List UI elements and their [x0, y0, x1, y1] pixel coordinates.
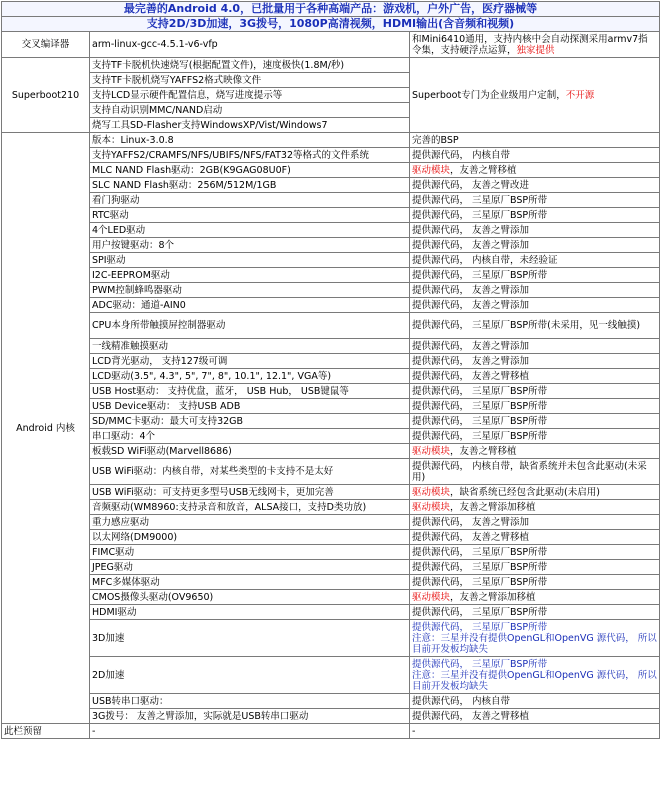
- driver-feature: 用户按键驱动：8个: [90, 238, 410, 253]
- driver-support: [410, 657, 660, 694]
- driver-feature: CMOS摄像头驱动(OV9650): [90, 590, 410, 605]
- superboot-item: 支持TF卡脱机烧写YAFFS2格式映像文件: [90, 73, 410, 88]
- android-kernel-label: Android 内核: [2, 133, 90, 724]
- cross-compiler-label: 交叉编译器: [2, 32, 90, 58]
- driver-feature: 支持YAFFS2/CRAMFS/NFS/UBIFS/NFS/FAT32等格式的文件系统: [90, 148, 410, 163]
- driver-feature: USB WiFi驱动：内核自带，对某些类型的卡支持不是太好: [90, 459, 410, 485]
- support-red: 驱动模块: [412, 445, 451, 457]
- table-subtitle: 支持2D/3D加速，3G拨号，1080P高清视频，HDMI输出(含音频和视频): [2, 17, 660, 32]
- support-note: 注意：三星并没有提供OpenGL和OpenVG 源代码， 所以目前开发板均缺失: [412, 669, 657, 692]
- android-row: [2, 560, 660, 575]
- driver-support: [410, 620, 660, 657]
- driver-support: [410, 399, 660, 414]
- driver-support: [410, 253, 660, 268]
- support-text: 提供源代码， 友善之臂移植: [412, 370, 530, 382]
- superboot-item: 支持LCD显示硬件配置信息，烧写进度提示等: [90, 88, 410, 103]
- driver-support: [410, 178, 660, 193]
- driver-support: [410, 459, 660, 485]
- driver-feature: 板载SD WiFi驱动(Marvell8686): [90, 444, 410, 459]
- support-text: 提供源代码， 友善之臂添加: [412, 355, 530, 367]
- title-row-1: [2, 2, 660, 17]
- driver-feature: ADC驱动：通道-AIN0: [90, 298, 410, 313]
- reserved-label: 此栏预留: [2, 724, 90, 739]
- android-row: [2, 283, 660, 298]
- support-text: 提供源代码， 友善之臂添加: [412, 299, 530, 311]
- android-row: [2, 193, 660, 208]
- support-text: 提供源代码， 友善之臂添加: [412, 224, 530, 236]
- driver-support: [410, 133, 660, 148]
- android-row: [2, 369, 660, 384]
- android-row: [2, 208, 660, 223]
- driver-feature: RTC驱动: [90, 208, 410, 223]
- android-row: [2, 238, 660, 253]
- driver-feature: USB转串口驱动：: [90, 694, 410, 709]
- support-text: ，友善之臂添加移植: [450, 591, 536, 603]
- support-red: 驱动模块: [412, 501, 451, 513]
- driver-feature: PWM控制蜂鸣器驱动: [90, 283, 410, 298]
- android-row: [2, 223, 660, 238]
- support-text: 提供源代码， 三星原厂BSP所带: [412, 576, 548, 588]
- support-line: 提供源代码， 三星原厂BSP所带: [412, 658, 548, 670]
- support-text: ，友善之臂添加移植: [450, 501, 536, 513]
- support-red: 驱动模块: [412, 591, 451, 603]
- support-text: 提供源代码， 三星原厂BSP所带: [412, 385, 548, 397]
- driver-support: [410, 500, 660, 515]
- driver-feature: 音频驱动(WM8960:支持录音和放音，ALSA接口，支持D类功放): [90, 500, 410, 515]
- driver-support: [410, 515, 660, 530]
- cross-compiler-row: [2, 32, 660, 58]
- android-row-accel-2d: [2, 657, 660, 694]
- support-text: 提供源代码， 友善之臂移植: [412, 531, 530, 543]
- android-row: [2, 575, 660, 590]
- support-text: ，缺省系统已经包含此驱动(未启用): [450, 486, 600, 498]
- cross-compiler-note-red: 独家提供: [516, 44, 555, 56]
- cross-compiler-note: [410, 32, 660, 58]
- driver-support: [410, 485, 660, 500]
- android-row: [2, 444, 660, 459]
- support-red: 驱动模块: [412, 486, 451, 498]
- driver-support: [410, 575, 660, 590]
- android-row: [2, 163, 660, 178]
- android-row: [2, 133, 660, 148]
- driver-support: [410, 560, 660, 575]
- support-red: 驱动模块: [412, 164, 451, 176]
- android-row: [2, 500, 660, 515]
- driver-feature: MFC多媒体驱动: [90, 575, 410, 590]
- support-text: 提供源代码， 内核自带，未经验证: [412, 254, 558, 266]
- superboot-item: 支持TF卡脱机快速烧写(根据配置文件)，速度极快(1.8M/秒): [90, 58, 410, 73]
- driver-support: [410, 283, 660, 298]
- android-row: [2, 253, 660, 268]
- driver-support: 提供源代码， 内核自带: [410, 694, 660, 709]
- driver-feature: LCD背光驱动， 支持127级可调: [90, 354, 410, 369]
- driver-support: [410, 238, 660, 253]
- driver-feature: 4个LED驱动: [90, 223, 410, 238]
- support-text: 提供源代码， 友善之臂添加: [412, 340, 530, 352]
- android-row: [2, 298, 660, 313]
- driver-feature: 3G拨号： 友善之臂添加，实际就是USB转串口驱动: [90, 709, 410, 724]
- driver-support: [410, 545, 660, 560]
- android-row: [2, 354, 660, 369]
- driver-feature: 看门狗驱动: [90, 193, 410, 208]
- title-row-2: [2, 17, 660, 32]
- android-row: [2, 313, 660, 339]
- driver-feature: 2D加速: [90, 657, 410, 694]
- driver-feature: I2C-EEPROM驱动: [90, 268, 410, 283]
- driver-support: [410, 429, 660, 444]
- driver-support: [410, 530, 660, 545]
- cross-compiler-value: arm-linux-gcc-4.5.1-v6-vfp: [90, 32, 410, 58]
- driver-feature: USB Device驱动： 支持USB ADB: [90, 399, 410, 414]
- driver-feature: JPEG驱动: [90, 560, 410, 575]
- android-row: [2, 399, 660, 414]
- support-text: 提供源代码， 三星原厂BSP所带: [412, 561, 548, 573]
- reserved-row: [2, 724, 660, 739]
- driver-support: [410, 223, 660, 238]
- driver-support: [410, 298, 660, 313]
- driver-support: [410, 268, 660, 283]
- reserved-col3: -: [410, 724, 660, 739]
- superboot-row: [2, 58, 660, 73]
- android-row: [2, 429, 660, 444]
- driver-support: [410, 313, 660, 339]
- support-text: 提供源代码， 友善之臂添加: [412, 239, 530, 251]
- support-text: 提供源代码， 三星原厂BSP所带: [412, 194, 548, 206]
- driver-support: [410, 369, 660, 384]
- support-text: 提供源代码， 内核自带，缺省系统并未包含此驱动(未采用): [412, 460, 647, 483]
- support-text: 提供源代码， 三星原厂BSP所带: [412, 209, 548, 221]
- android-row: [2, 384, 660, 399]
- table-title: 最完善的Android 4.0，已批量用于各种高端产品：游戏机，户外广告，医疗器械等: [2, 2, 660, 17]
- driver-support: [410, 148, 660, 163]
- driver-feature: USB Host驱动： 支持优盘，蓝牙， USB Hub， USB键鼠等: [90, 384, 410, 399]
- support-text: 提供源代码， 三星原厂BSP所带: [412, 400, 548, 412]
- support-text: 完善的BSP: [412, 134, 459, 146]
- driver-feature: HDMI驱动: [90, 605, 410, 620]
- support-text: 提供源代码， 友善之臂改进: [412, 179, 530, 191]
- support-text: 提供源代码， 三星原厂BSP所带: [412, 430, 548, 442]
- support-note: 注意：三星并没有提供OpenGL和OpenVG 源代码， 所以目前开发板均缺失: [412, 632, 657, 655]
- superboot-item: 烧写工具SD-Flasher支持WindowsXP/Vist/Windows7: [90, 118, 410, 133]
- android-row: [2, 590, 660, 605]
- driver-support: [410, 193, 660, 208]
- driver-feature: 3D加速: [90, 620, 410, 657]
- support-text: 提供源代码， 三星原厂BSP所带: [412, 546, 548, 558]
- driver-support: 提供源代码， 友善之臂移植: [410, 709, 660, 724]
- driver-feature: 串口驱动：4个: [90, 429, 410, 444]
- spec-table: [1, 1, 660, 739]
- superboot-note-text: Superboot专门为企业级用户定制，: [412, 89, 566, 101]
- support-text: 提供源代码， 三星原厂BSP所带: [412, 269, 548, 281]
- driver-support: [410, 384, 660, 399]
- support-text: 提供源代码， 内核自带: [412, 149, 511, 161]
- driver-support: [410, 339, 660, 354]
- driver-support: [410, 163, 660, 178]
- driver-feature: SPI驱动: [90, 253, 410, 268]
- android-row: [2, 268, 660, 283]
- support-text: ，友善之臂移植: [450, 445, 517, 457]
- driver-feature: 重力感应驱动: [90, 515, 410, 530]
- android-row: [2, 605, 660, 620]
- driver-feature: LCD驱动(3.5", 4.3", 5", 7", 8", 10.1", 12.1", VGA等): [90, 369, 410, 384]
- superboot-label: Superboot210: [2, 58, 90, 133]
- superboot-item: 支持自动识别MMC/NAND启动: [90, 103, 410, 118]
- android-row: [2, 148, 660, 163]
- driver-feature: MLC NAND Flash驱动：2GB(K9GAG08U0F): [90, 163, 410, 178]
- android-row: [2, 178, 660, 193]
- android-row: [2, 339, 660, 354]
- support-text: 提供源代码， 三星原厂BSP所带: [412, 415, 548, 427]
- android-row-accel-3d: [2, 620, 660, 657]
- support-text: 提供源代码， 友善之臂添加: [412, 516, 530, 528]
- driver-support: [410, 208, 660, 223]
- android-row: [2, 485, 660, 500]
- driver-support: [410, 414, 660, 429]
- driver-support: [410, 605, 660, 620]
- driver-support: [410, 444, 660, 459]
- support-text: 提供源代码， 三星原厂BSP所带(未采用，见一线触摸): [412, 320, 641, 331]
- superboot-note: [410, 58, 660, 133]
- android-row: [2, 530, 660, 545]
- android-row: [2, 414, 660, 429]
- support-text: 提供源代码， 三星原厂BSP所带: [412, 606, 548, 618]
- driver-feature: SD/MMC卡驱动：最大可支持32GB: [90, 414, 410, 429]
- reserved-col2: -: [90, 724, 410, 739]
- android-row: [2, 515, 660, 530]
- driver-support: [410, 354, 660, 369]
- superboot-note-red: 不开源: [565, 89, 595, 101]
- driver-support: [410, 590, 660, 605]
- driver-feature: CPU本身所带触摸屏控制器驱动: [90, 313, 410, 339]
- support-text: 提供源代码， 友善之臂添加: [412, 284, 530, 296]
- driver-feature: USB WiFi驱动：可支持更多型号USB无线网卡，更加完善: [90, 485, 410, 500]
- driver-feature: 一线精准触摸驱动: [90, 339, 410, 354]
- android-row: [2, 709, 660, 724]
- driver-feature: FIMC驱动: [90, 545, 410, 560]
- support-text: ，友善之臂移植: [450, 164, 517, 176]
- driver-feature: 以太网络(DM9000): [90, 530, 410, 545]
- android-row: [2, 545, 660, 560]
- android-row: [2, 459, 660, 485]
- cross-compiler-note-text: 和Mini6410通用，支持内核中会自动探测采用armv7指令集，支持硬浮点运算，: [412, 33, 648, 56]
- driver-feature: 版本：Linux-3.0.8: [90, 133, 410, 148]
- android-row: [2, 694, 660, 709]
- driver-feature: SLC NAND Flash驱动：256M/512M/1GB: [90, 178, 410, 193]
- support-line: 提供源代码， 三星原厂BSP所带: [412, 621, 548, 633]
